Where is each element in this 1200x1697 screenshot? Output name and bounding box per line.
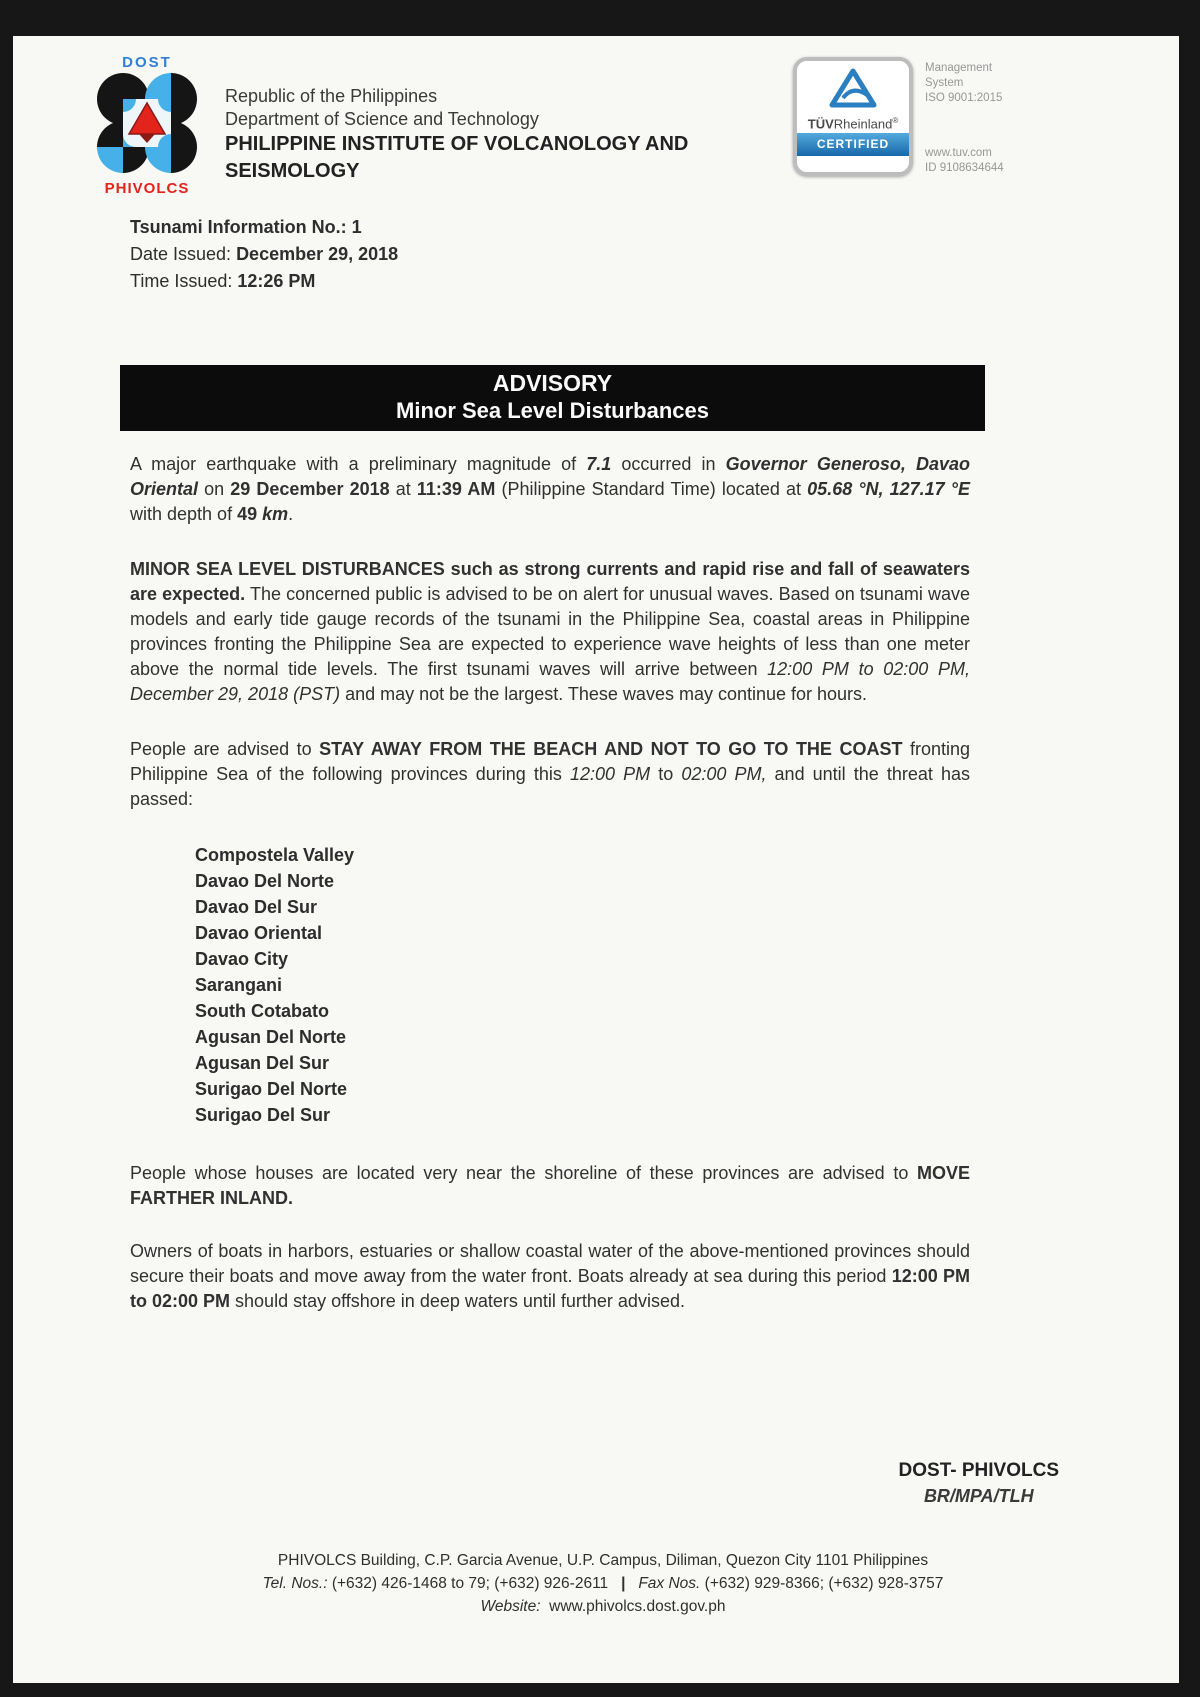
province-list: [195, 842, 1179, 1128]
dost-phivolcs-logo: [85, 55, 209, 197]
signature-initials: BR/MPA/TLH: [923, 1486, 1034, 1506]
tuv-info-line: ISO 9001:2015: [925, 92, 1003, 104]
province-item: Agusan Del Norte: [195, 1027, 347, 1047]
certification-badge: [793, 57, 1033, 176]
time-issued: Time Issued: 12:26 PM: [130, 271, 316, 291]
province-item: Compostela Valley: [195, 845, 355, 865]
footer-phone-fax: Tel. Nos.: (+632) 426-1468 to 79; (+632) 926-2611 | Fax Nos. (+632) 929-8366; (+632) 928-3757: [262, 1575, 944, 1592]
advisory-banner: [120, 365, 985, 431]
tuv-triangle-icon: [827, 67, 879, 109]
tuv-info-url: www.tuv.com: [925, 147, 992, 159]
province-item: South Cotabato: [195, 1001, 329, 1021]
province-item: Davao Oriental: [195, 923, 323, 943]
tuv-brand-text: TÜVRheinland®: [807, 116, 899, 132]
province-item: Surigao Del Norte: [195, 1079, 348, 1099]
paragraph-disturbance-details: MINOR SEA LEVEL DISTURBANCES such as strong currents and rapid rise and fall of seawaters are expected. The concerned public is advised to be on alert for unusual waves. Based on tsunami wave models and early tide gauge records of the tsunami in the Philippine Sea, coastal areas in Philippine provinces fronting the Philippine Sea are expected to experience wave heights of less than one meter above the normal tide levels. The first tsunami waves will arrive between 12:00 PM to 02:00 PM, December 29, 2018 (PST) and may not be the largest. These waves may continue for hours.: [130, 559, 971, 704]
tuv-badge-top: [797, 61, 909, 133]
paragraph-boat-owners: Owners of boats in harbors, estuaries or shallow coastal water of the above-mentioned provinces should secure their boats and move away from the water front. Boats already at sea during this period 12:00 PM to 02:00 PM should stay offshore in deep waters until further advised.: [130, 1241, 970, 1311]
tuv-info-id: ID 9108634644: [925, 162, 1004, 174]
bulletin-meta: [130, 214, 1179, 295]
province-item: Davao Del Norte: [195, 871, 335, 891]
tuv-info-line: System: [925, 77, 964, 89]
bulletin-number: Tsunami Information No.: 1: [130, 217, 362, 237]
province-item: Surigao Del Sur: [195, 1105, 331, 1125]
org-line-institute: PHILIPPINE INSTITUTE OF VOLCANOLOGY AND SEISMOLOGY: [225, 133, 689, 182]
banner-title: ADVISORY: [492, 370, 613, 396]
province-item: Davao City: [195, 949, 289, 969]
letterhead: [85, 55, 1033, 197]
signature-row: [13, 1458, 1179, 1509]
province-item: Davao Del Sur: [195, 897, 318, 917]
paragraph-move-inland: People whose houses are located very near the shoreline of these provinces are advised to MOVE FARTHER INLAND.: [130, 1163, 970, 1208]
contact-footer: [13, 1549, 1179, 1618]
paragraph-beach-warning: People are advised to STAY AWAY FROM THE BEACH AND NOT TO GO TO THE COAST fronting Philippine Sea of the following provinces during this 12:00 PM to 02:00 PM, and until the threat has passed:: [130, 739, 971, 809]
date-issued: Date Issued: December 29, 2018: [130, 244, 399, 264]
org-line-department: Department of Science and Technology: [225, 109, 539, 129]
logo-phivolcs-label: PHIVOLCS: [104, 180, 190, 197]
province-item: Sarangani: [195, 975, 283, 995]
banner-subtitle: Minor Sea Level Disturbances: [396, 398, 709, 423]
signature-block: [899, 1458, 1059, 1509]
paragraph-earthquake-summary: A major earthquake with a preliminary magnitude of 7.1 occurred in Governor Generoso, Davao Oriental on 29 December 2018 at 11:39 AM (Philippine Standard Time) located at 05.68 °N, 127.17 °E with depth of 49 km.: [130, 454, 971, 524]
tuv-info-spacer: [925, 106, 1033, 146]
agency-name-block: [225, 85, 793, 185]
tuv-certified-band: CERTIFIED: [797, 133, 909, 156]
tuv-info-line: Management: [925, 62, 993, 74]
document-page: [13, 36, 1179, 1683]
logo-dost-label: DOST: [122, 54, 172, 71]
dost-clover-logo-icon: [92, 71, 202, 175]
province-item: Agusan Del Sur: [195, 1053, 330, 1073]
footer-address: PHIVOLCS Building, C.P. Garcia Avenue, U.P. Campus, Diliman, Quezon City 1101 Philippines: [277, 1552, 929, 1569]
signature-org: DOST- PHIVOLCS: [898, 1460, 1059, 1481]
tuv-certification-info: [925, 57, 1033, 176]
footer-website: Website: www.phivolcs.dost.gov.ph: [480, 1598, 726, 1615]
tuv-rheinland-badge: [793, 57, 913, 176]
org-line-republic: Republic of the Philippines: [225, 86, 438, 106]
